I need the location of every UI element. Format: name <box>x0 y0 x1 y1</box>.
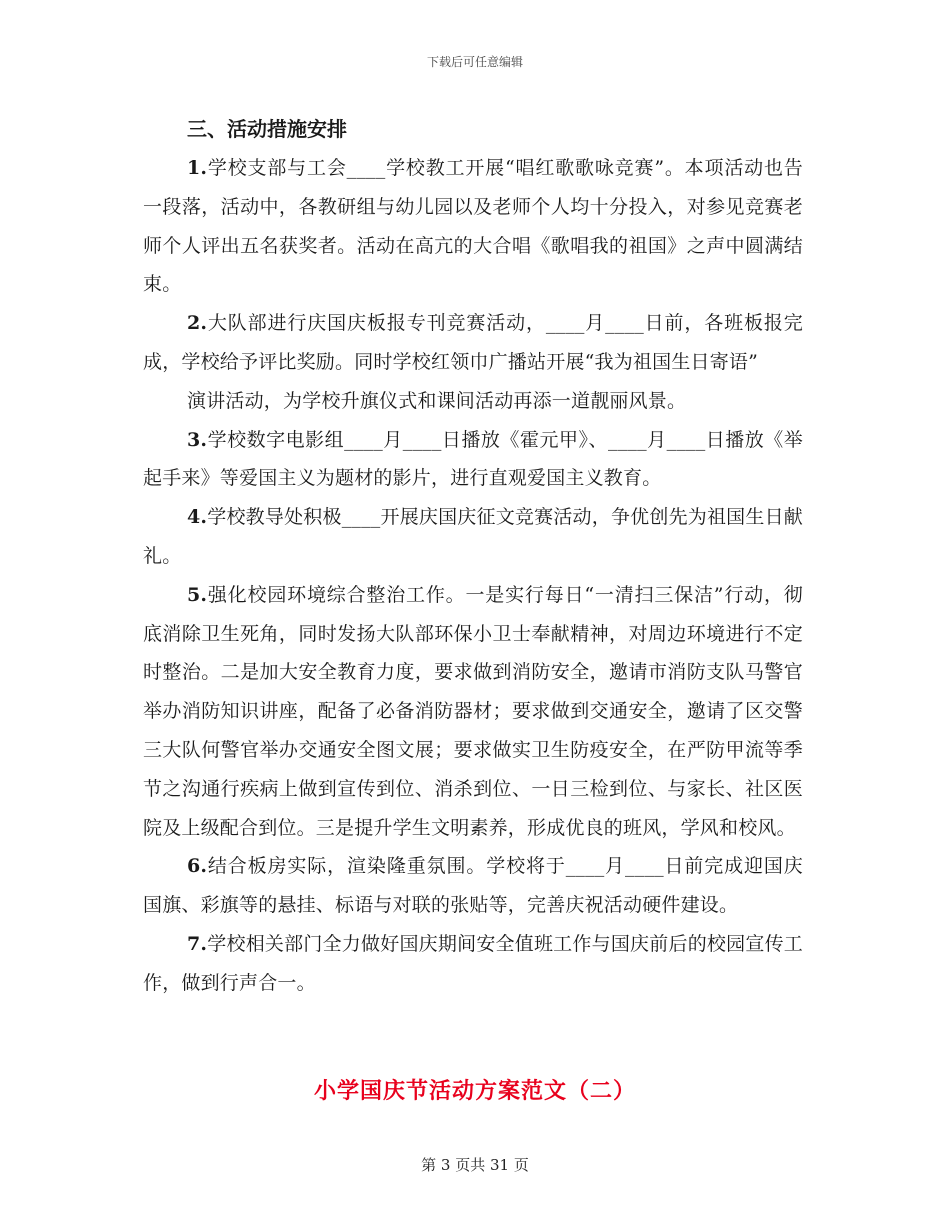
page-footer: 第 3 页共 31 页 <box>421 1156 529 1174</box>
paragraph-text: 大队部进行庆国庆板报专刊竞赛活动，____月____日前，各班板报完成，学校给予评比奖励。同时学校红领巾广播站开展“我为祖国生日寄语” <box>143 312 803 373</box>
paragraph-number: 2. <box>187 312 208 335</box>
paragraph-2 <box>143 304 803 382</box>
paragraph-text: 结合板房实际，渲染隆重氛围。学校将于____月____日前完成迎国庆国旗、彩旗等的悬挂、标语与对联的张贴等，完善庆祝活动硬件建设。 <box>143 855 803 917</box>
document-body <box>143 111 803 1003</box>
paragraph-1 <box>143 149 803 304</box>
paragraph-5 <box>143 576 803 848</box>
paragraph-text: 强化校园环境综合整治工作。一是实行每日“一清扫三保洁”行动，彻底消除卫生死角，同时发扬大队部环保小卫士奉献精神，对周边环境进行不定时整治。二是加大安全教育力度，要求做到消防安全，邀请市消防支队马警官举办消防知识讲座，配备了必备消防器材；要求做到交通安全，邀请了区交警三大队何警官举办交通安全图文展；要求做实卫生防疫安全，在严防甲流等季节之沟通行疾病上做到宣传到位、消杀到位、一日三检到位、与家长、社区医院及上级配合到位。三是提升学生文明素养，形成优良的班风，学风和校风。 <box>143 583 803 839</box>
paragraph-number: 6. <box>187 855 208 878</box>
document-title: 小学国庆节活动方案范文（二） <box>313 1079 636 1104</box>
paragraph-number: 7. <box>187 932 208 955</box>
paragraph-number: 3. <box>187 428 208 451</box>
paragraph-7 <box>143 925 803 1003</box>
paragraph-text: 学校数字电影组____月____日播放《霍元甲》、____月____日播放《举起手来》等爱国主义为题材的影片，进行直观爱国主义教育。 <box>143 428 803 490</box>
paragraph-number: 4. <box>187 506 208 529</box>
section-heading: 三、活动措施安排 <box>187 117 347 141</box>
paragraph-4 <box>143 498 803 576</box>
paragraph-number: 5. <box>187 583 208 606</box>
paragraph-text: 学校支部与工会____学校教工开展“唱红歌歌咏竞赛”。本项活动也告一段落，活动中，各教研组与幼儿园以及老师个人均十分投入，对参见竞赛老师个人评出五名获奖者。活动在高亢的大合唱《歌唱我的祖国》之声中圆满结束。 <box>143 157 803 296</box>
paragraph-3 <box>143 421 803 499</box>
paragraph-6 <box>143 847 803 925</box>
paragraph-text: 演讲活动，为学校升旗仪式和课间活动再添一道靓丽风景。 <box>187 389 687 412</box>
paragraph-number: 1. <box>187 157 208 179</box>
paragraph-text: 学校教导处积极____开展庆国庆征文竞赛活动，争优创先为祖国生日献礼。 <box>143 506 803 567</box>
header-note: 下载后可任意编辑 <box>426 55 523 69</box>
paragraph-2-continued <box>143 382 803 421</box>
paragraph-text: 学校相关部门全力做好国庆期间安全值班工作与国庆前后的校园宣传工作，做到行声合一。 <box>143 932 803 994</box>
